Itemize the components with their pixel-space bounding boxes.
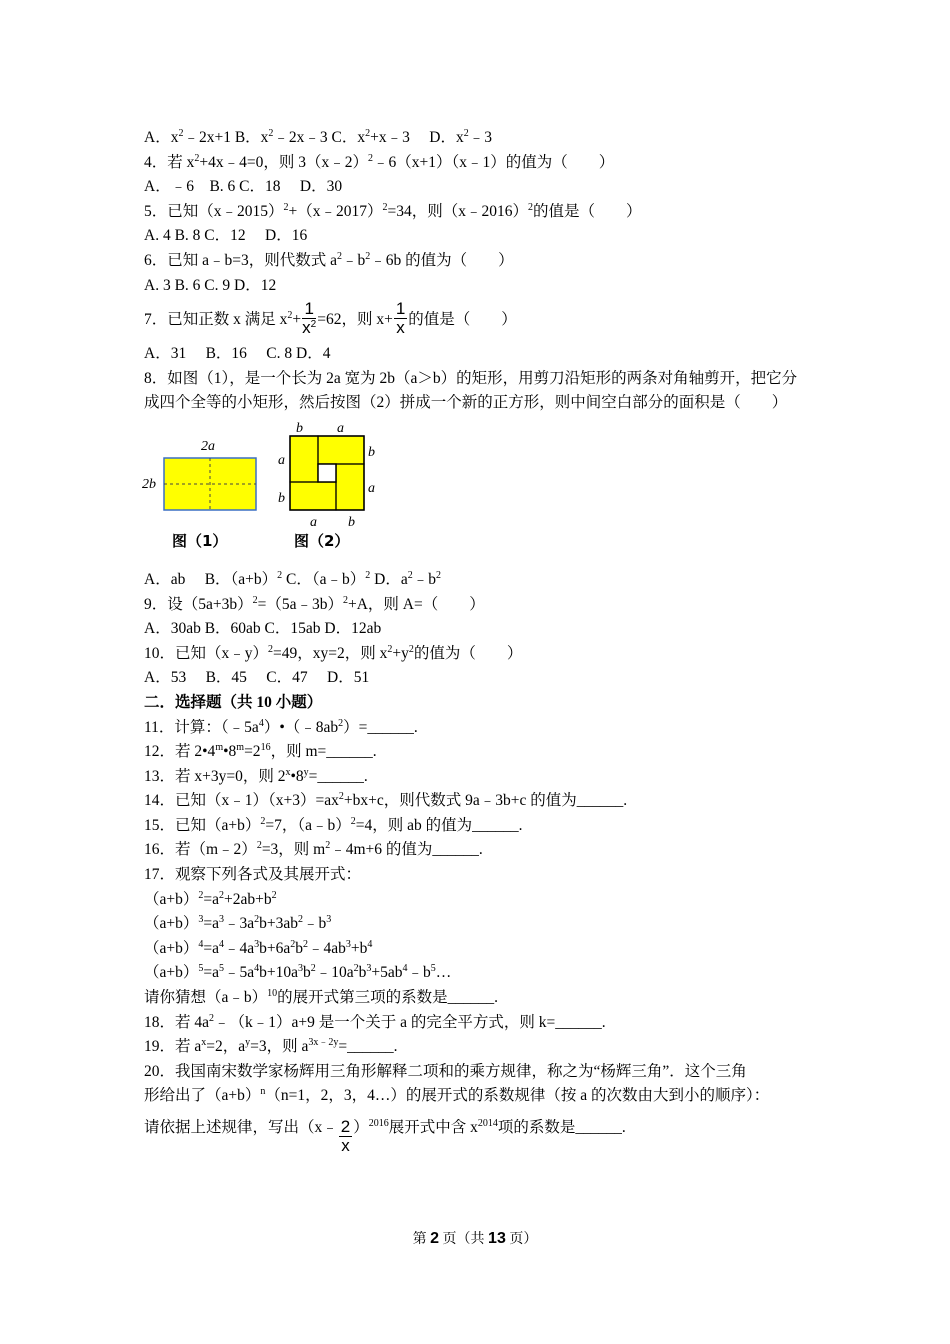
fig1-label-top: 2a <box>201 438 215 454</box>
figure-svg <box>144 416 404 566</box>
total-pages-number: 13 <box>488 1230 506 1247</box>
q7-options: A．31 B．16 C. 8 D．4 <box>144 345 331 363</box>
fraction-1-over-x2: $\frac{1}{x^2}$ <box>302 299 317 338</box>
q17-expansion-1: $(a+b)^2=a^2+2ab+b^2$ <box>144 889 277 908</box>
fraction-2-over-x: $\frac{2}{x}$ <box>340 1116 351 1155</box>
question-13: 13．若 x+3y=0，则 $2^x•8^y=\_\_\_\_\_\_$. <box>144 766 368 785</box>
question-8-line-2: 成四个全等的小矩形，然后按图（2）拼成一个新的正方形，则中间空白部分的面积是（ ） <box>144 394 788 412</box>
fig2-label-top-a: a <box>337 420 344 436</box>
q17-expansion-4: $(a+b)^5=a^5﹣5a^4b+10a^3b^2﹣10a^2b^3+5ab^4﹣b^5\dots$ <box>144 963 452 982</box>
question-20-line-2: 形给出了$(a+b)^n(n=1$，2，3，4…）的展开式的系数规律（按 a 的次数由大到小的顺序）： <box>144 1086 770 1105</box>
question-20-line-3: 请依据上述规律，写出（x﹣ $\frac{2}{x}$ ）$^{2016}$展开式中含 $x^{2014}$项的系数是______. <box>144 1116 626 1155</box>
fig1-caption: 图（1） <box>172 531 228 550</box>
question-7: 7．已知正数 x 满足 $x^2+$ $\frac{1}{x^2}$ =62，则 x+ $\frac{1}{x}$ 的值是（ ） <box>144 299 517 338</box>
fig2-label-left-b: b <box>278 490 285 506</box>
question-19: 19．若 $a^x=2$，$a^y=3$，则 $a^{3x﹣2y}=\_\_\_\_\_\_$. <box>144 1037 398 1056</box>
q17-expansion-3: $(a+b)^4=a^4﹣4a^3b+6a^2b^2﹣4ab^3+b^4$ <box>144 938 373 957</box>
question-18: 18．若 $4a^2﹣(k﹣1)a+9$ 是一个关于 a 的完全平方式，则 k=______. <box>144 1012 606 1031</box>
fig2-label-right-a: a <box>368 480 375 496</box>
q8-options: A．ab B．$(a+b)^2$ C．（a﹣b）$^2$ D．$a^2﹣b^2$ <box>144 569 441 588</box>
question-15: 15．已知$(a+b)^2=7$，（a﹣b）$^2$=4，则 ab 的值为______. <box>144 815 523 834</box>
fig2-label-left-a: a <box>278 452 285 468</box>
q6-options: A. 3 B. 6 C. 9 D．12 <box>144 276 277 294</box>
question-14: 14．已知$(x﹣1)(x+3)=ax^2+bx+c$，则代数式 9a﹣3b+c 的值为______. <box>144 791 628 810</box>
q5-options: A. 4 B. 8 C．12 D．16 <box>144 227 308 245</box>
page-footer: 第 2 页（共 13 页） <box>412 1230 538 1247</box>
q9-options: A．30ab B．60ab C．15ab D．12ab <box>144 620 382 638</box>
question-11: 11．计算：$(﹣5a^4)•(﹣8ab^2)=\_\_\_\_\_\_$. <box>144 717 418 736</box>
exam-page <box>144 126 814 1159</box>
current-page-number: 2 <box>430 1230 440 1247</box>
question-8-line-1: 8．如图（1），是一个长为 2a 宽为 2b（a＞b）的矩形，用剪刀沿矩形的两条对角轴剪开，把它分 <box>144 369 798 387</box>
fig1-label-left: 2b <box>142 476 156 492</box>
q10-options: A．53 B．45 C．47 D．51 <box>144 669 370 687</box>
fig2-label-bottom-b: b <box>348 514 355 530</box>
q17-question: 请你猜想（a﹣b）$^{10}$的展开式第三项的系数是______. <box>144 988 499 1007</box>
q4-options: A．﹣6 B. 6 C．18 D．30 <box>144 178 343 196</box>
section-2-title: 二．选择题（共 10 小题） <box>144 693 323 711</box>
figure-rectangles <box>144 416 814 568</box>
question-17-intro: 17．观察下列各式及其展开式： <box>144 866 362 884</box>
question-10: 10．已知（x﹣y）$^2$=49，xy=2，则 $x^2+y^2$的值为（ ） <box>144 643 523 662</box>
question-20-line-1: 20．我国南宋数学家杨辉用三角形解释二项和的乘方规律，称之为“杨辉三角”．这个三角 <box>144 1062 747 1080</box>
fig2-caption: 图（2） <box>294 531 350 550</box>
question-9: 9．设$(5a+3b)^2=(5a﹣3b)^2+A$，则 A=（ ） <box>144 594 485 613</box>
fraction-1-over-x: $\frac{1}{x}$ <box>395 299 406 338</box>
fig2-label-bottom-a: a <box>310 514 317 530</box>
question-4: 4．若 $x^2+4x﹣4=0$，则 3（x﹣2）$^2$﹣6（x+1）（x﹣1）的值为（ ） <box>144 152 615 171</box>
question-6: 6．已知 a﹣b=3，则代数式 $a^2﹣b^2﹣6b$ 的值为（ ） <box>144 250 514 269</box>
fig2-blank-center <box>318 464 336 482</box>
fig2-label-top-b: b <box>296 420 303 436</box>
q3-options: A．$x^2﹣2x+1$ B．$x^2﹣2x﹣3$ C．$x^2+x﹣3$ D．$x^2﹣3$ <box>144 128 492 146</box>
question-5: 5．已知（x﹣2015）$^2$+（x﹣2017）$^2$=34，则（x﹣2016）$^2$的值是（ ） <box>144 201 642 220</box>
question-12: 12．若 $2•4^m•8^m=2^{16}$，则 m=______. <box>144 742 377 761</box>
q17-expansion-2: $(a+b)^3=a^3﹣3a^2b+3ab^2﹣b^3$ <box>144 914 332 933</box>
fig2-label-right-b: b <box>368 444 375 460</box>
question-16: 16．若（m﹣2）$^2$=3，则 $m^2﹣4m+6$ 的值为______. <box>144 840 483 859</box>
